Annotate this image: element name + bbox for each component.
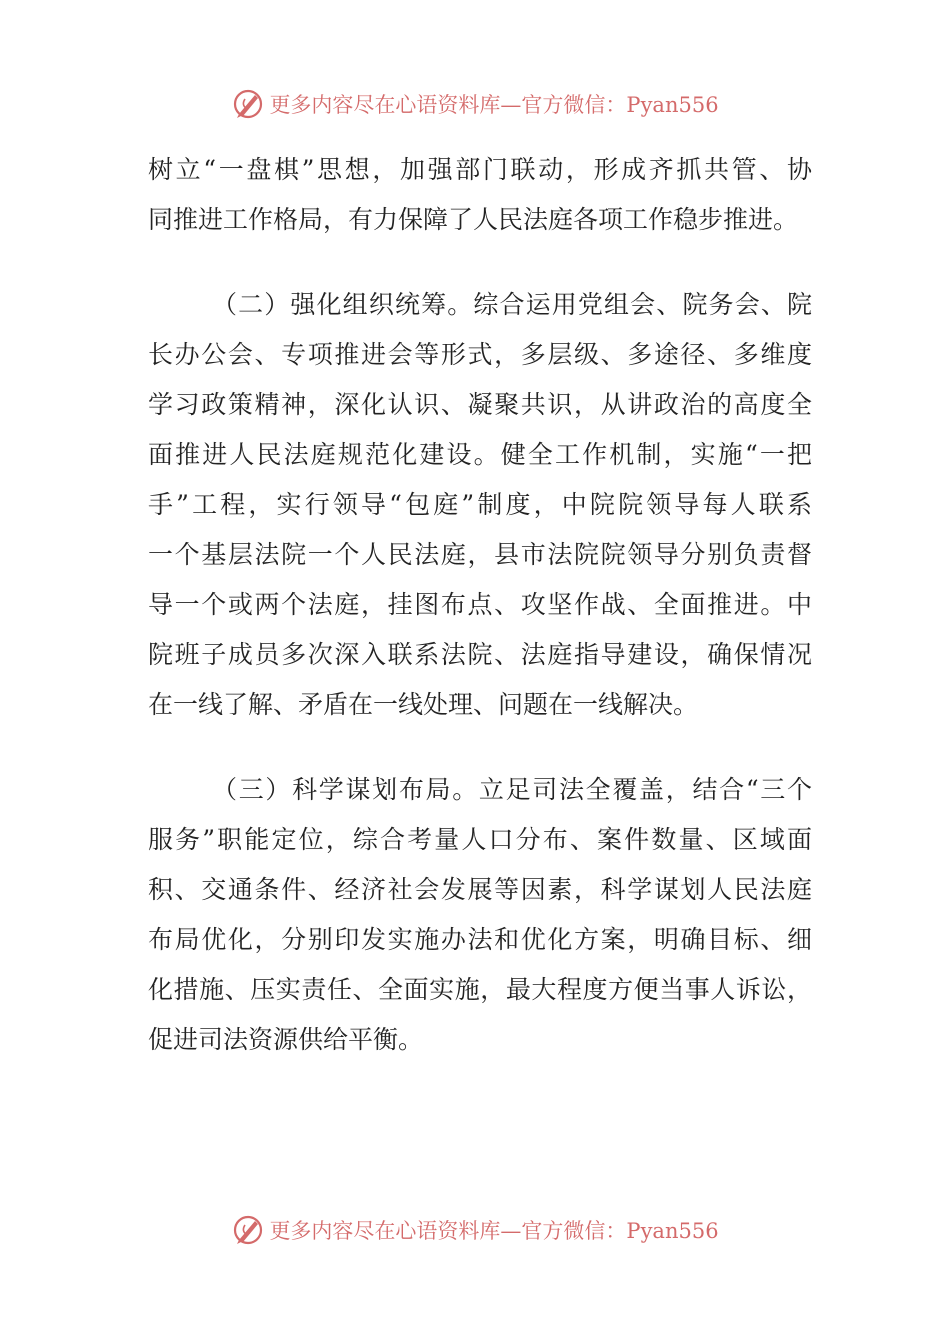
- text-line: 积、交通条件、经济社会发展等因素，科学谋划人民法庭: [148, 875, 812, 904]
- text-line: （三）科学谋划布局。立足司法全覆盖，结合“三个: [212, 775, 812, 804]
- banner-text: 更多内容尽在心语资料库—官方微信：Pyan556: [269, 93, 719, 117]
- text-line: （二）强化组织统筹。综合运用党组会、院务会、院: [212, 290, 812, 319]
- text-line: 院班子成员多次深入联系法院、法庭指导建设，确保情况: [148, 640, 812, 669]
- text-line: 同推进工作格局，有力保障了人民法庭各项工作稳步推进。: [148, 205, 799, 234]
- pen-logo-icon: [231, 1213, 265, 1247]
- text-line: 布局优化，分别印发实施办法和优化方案，明确目标、细: [148, 925, 812, 954]
- text-line: 树立“一盘棋”思想，加强部门联动，形成齐抓共管、协: [148, 155, 812, 184]
- text-line: 在一线了解、矛盾在一线处理、问题在一线解决。: [148, 690, 699, 719]
- paragraph-2: [148, 280, 812, 730]
- footer-banner: [0, 1208, 950, 1252]
- text-line: 长办公会、专项推进会等形式，多层级、多途径、多维度: [148, 340, 812, 369]
- text-line: 一个基层法院一个人民法庭，县市法院院领导分别负责督: [148, 540, 812, 569]
- text-line: 服务”职能定位，综合考量人口分布、案件数量、区域面: [148, 825, 812, 854]
- pen-logo-icon: [231, 87, 265, 121]
- text-line: 促进司法资源供给平衡。: [148, 1025, 424, 1054]
- text-line: 手”工程，实行领导“包庭”制度，中院院领导每人联系: [148, 490, 812, 519]
- text-line: 学习政策精神，深化认识、凝聚共识，从讲政治的高度全: [148, 390, 812, 419]
- banner-text: 更多内容尽在心语资料库—官方微信：Pyan556: [269, 1219, 719, 1243]
- body-text: [148, 145, 812, 1065]
- paragraph-3: [148, 765, 812, 1065]
- header-banner: [0, 82, 950, 126]
- text-line: 化措施、压实责任、全面实施，最大程度方便当事人诉讼，: [148, 975, 812, 1004]
- text-line: 导一个或两个法庭，挂图布点、攻坚作战、全面推进。中: [148, 590, 812, 619]
- text-line: 面推进人民法庭规范化建设。健全工作机制，实施“一把: [148, 440, 812, 469]
- paragraph-1: [148, 145, 812, 245]
